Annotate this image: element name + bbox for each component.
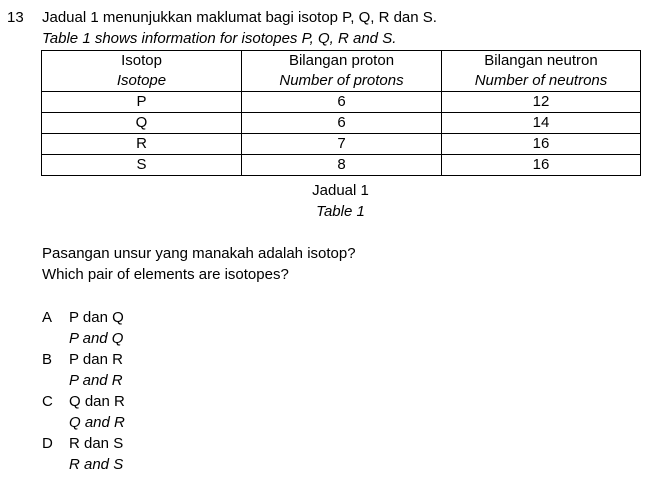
header-neutrons — [442, 51, 641, 92]
cell-protons: 8 — [242, 155, 442, 176]
header-label-malay: Bilangan neutron — [484, 52, 598, 69]
cell-isotope: S — [42, 155, 242, 176]
header-isotope — [42, 51, 242, 92]
header-protons — [242, 51, 442, 92]
cell-isotope: Q — [42, 113, 242, 134]
cell-protons: 7 — [242, 134, 442, 155]
cell-neutrons: 12 — [442, 92, 641, 113]
prompt-malay: Pasangan unsur yang manakah adalah isotop? — [42, 245, 356, 262]
cell-neutrons: 14 — [442, 113, 641, 134]
cell-protons: 6 — [242, 92, 442, 113]
option-b-malay[interactable]: P dan R — [69, 351, 123, 368]
question-number: 13 — [7, 9, 24, 26]
table-row — [42, 155, 641, 176]
question-stem-malay: Jadual 1 menunjukkan maklumat bagi isotop P, Q, R dan S. — [42, 9, 437, 26]
header-label-malay: Bilangan proton — [288, 52, 395, 69]
cell-isotope: P — [42, 92, 242, 113]
question-stem-english: Table 1 shows information for isotopes P, Q, R and S. — [42, 30, 397, 47]
table-row — [42, 113, 641, 134]
cell-neutrons: 16 — [442, 134, 641, 155]
option-b-letter[interactable]: B — [42, 351, 53, 368]
table-header-row — [42, 51, 641, 92]
header-label-english: Isotope — [116, 72, 167, 89]
option-a-malay[interactable]: P dan Q — [69, 309, 124, 326]
isotope-table — [41, 50, 641, 176]
table-caption-malay: Jadual 1 — [312, 182, 369, 199]
table-row — [42, 92, 641, 113]
cell-neutrons: 16 — [442, 155, 641, 176]
header-label-english: Number of neutrons — [474, 72, 608, 89]
option-a-english[interactable]: P and Q — [69, 330, 124, 347]
table-row — [42, 134, 641, 155]
cell-isotope: R — [42, 134, 242, 155]
cell-protons: 6 — [242, 113, 442, 134]
option-d-letter[interactable]: D — [42, 435, 53, 452]
option-c-letter[interactable]: C — [42, 393, 53, 410]
option-c-malay[interactable]: Q dan R — [69, 393, 125, 410]
header-label-malay: Isotop — [121, 52, 162, 69]
option-c-english[interactable]: Q and R — [69, 414, 125, 431]
option-b-english[interactable]: P and R — [69, 372, 123, 389]
prompt-english: Which pair of elements are isotopes? — [42, 266, 289, 283]
table-caption-english: Table 1 — [316, 203, 365, 220]
option-d-malay[interactable]: R dan S — [69, 435, 124, 452]
header-label-english: Number of protons — [279, 72, 404, 89]
option-d-english[interactable]: R and S — [69, 456, 124, 473]
option-a-letter[interactable]: A — [42, 309, 53, 326]
